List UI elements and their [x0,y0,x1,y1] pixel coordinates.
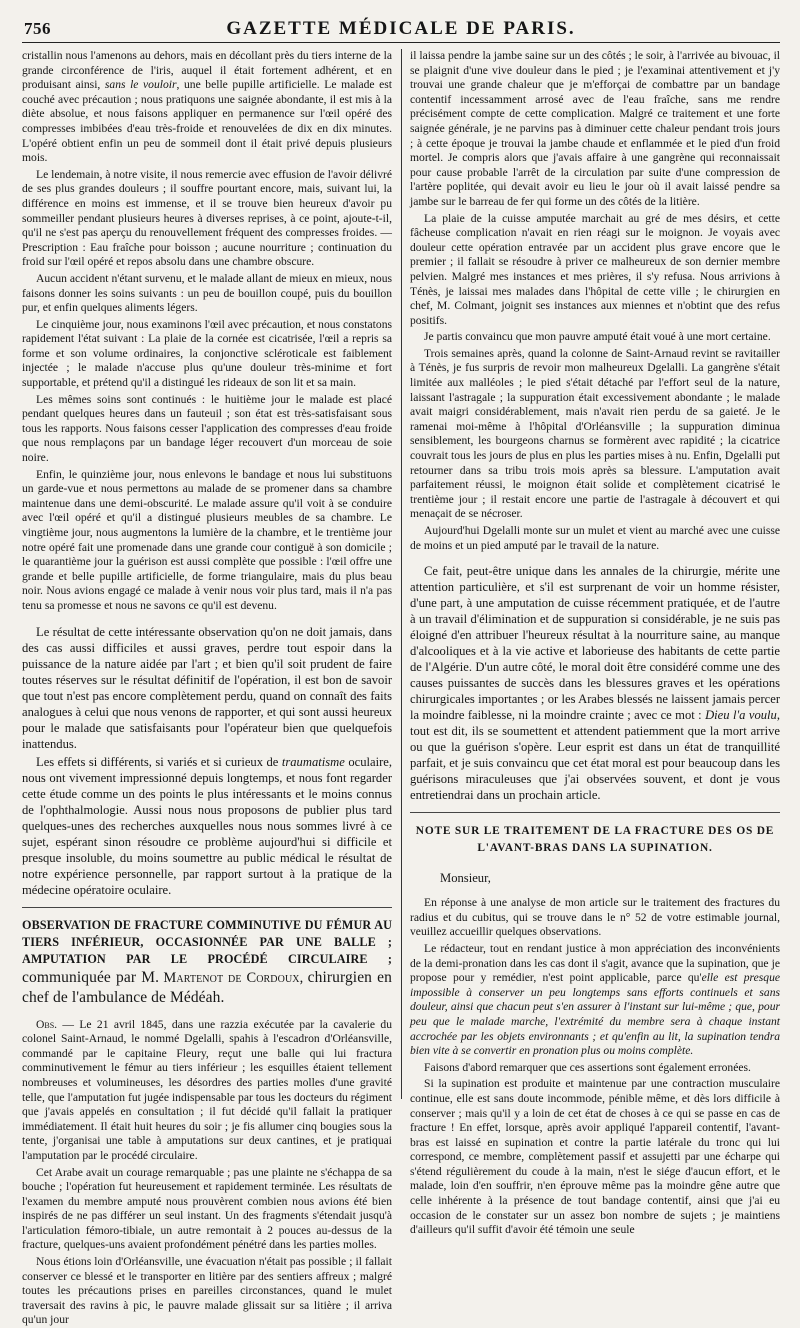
heading-caps: OBSERVATION DE FRACTURE COMMINUTIVE DU FÉMUR AU TIERS INFÉRIEUR, OCCASIONNÉE PAR UNE BALLE ; AMPUTATION PAR LE PROCÉDÉ CIRCULAIRE ; [22,917,393,966]
paragraph: Les mêmes soins sont continués : le huitième jour le malade est placé pendant quelques heures dans un fauteuil ; son état est très-satisfaisant sous tous les rapports. Nous faisons cesser l'application des compresses d'eau froide que nous remplaçons par un bandage léger recouvert d'un morceau de soie noire. [22,392,393,465]
two-column-body [22,49,781,1327]
salutation: Monsieur, [440,871,491,886]
emphasis: traumatisme [281,754,345,769]
paragraph: Si la supination est produite et maintenue par une contraction musculaire continue, elle est sans doute incommode, pénible même, et dès lors difficile à conserver ; mais qu'il y a loin de cet état de choses à ce qui se passe en cas de fracture ! En effet, lorsque, après avoir appliqué l'appareil contentif, l'avant-bras est laissé en supination et contre la partie latérale du tronc qui lui correspond, ce membre, complètement passif et assujetti par une écharpe qui s'étend régulièrement du coude à la main, n'est le siége d'aucun effort, et le malade, loin d'en souffrir, n'en éprouve même pas la moindre gêne autre que celle inhérente à la présence de tout bandage contentif, ainsi que j'ai eu occasion de le constater sur un assez bon nombre de sujets ; je maintiens d'ailleurs qu'il suffit d'avoir été témoin une seule [410,1077,781,1237]
paragraph: Cet Arabe avait un courage remarquable ; pas une plainte ne s'échappa de sa bouche ; l'opération fut heureusement et rapidement terminée. Les résultats de l'examen du membre amputé nous prouvèrent combien nous avions été bien inspirés de ne pas différer un seul instant. Un des fragments s'étendait jusqu'à l'articulation fémoro-tibiale, un autre remontait à 2 pouces au-dessus de la fracture, quelques-uns avaient profondément pénétré dans les parties molles. [22,1165,393,1252]
paragraph: Le résultat de cette intéressante observation qu'on ne doit jamais, dans des cas aussi difficiles et aussi graves, perdre tout espoir dans la puissance de la nature aidée par l'art ; et bien qu'il soit prudent de faire toutes réserves sur le résultat définitif de l'opération, il est bon de savoir que tout n'est pas encore complètement perdu, quand on connaît des faits analogues à celui que nous venons de rapporter, et qui sont aussi heureux pour le malade que satisfaisants pour l'opérateur bien que quelquefois inattendus. [22,624,393,751]
journal-title: GAZETTE MÉDICALE DE PARIS. [226,18,576,39]
note-title-line: L'AVANT-BRAS DANS LA SUPINATION. [477,842,713,855]
left-column [22,49,393,1327]
paragraph: Aucun accident n'étant survenu, et le malade allant de mieux en mieux, nous faisons donner les soins suivants : un peu de bouillon coupé, puis du bouillon pur, et enfin quelques aliments légers. [22,271,393,315]
emphasis: Dieu l'a voulu [705,708,777,723]
paragraph: il laissa pendre la jambe saine sur un des côtés ; le soir, à l'arrivée au bivouac, il se plaignit d'une vive douleur dans le pied ; je l'examinai attentivement et j'y trouvai une grande chaleur que je m'efforçai de combattre par un bandage contentif incessamment arrosé avec de l'eau fraîche, sans me rendre précisément compte de cette complication. Malgré ce traitement et une forte saignée générale, je ne parvins pas à diminuer cette chaleur pendant trois jours ; à cette époque je trouvai la jambe chaude et enflammée et le pied d'un froid mortel. Je compris alors que j'avais affaire à une gangrène qui reconnaissait pour cause probable l'arrêt de la circulation par suite d'une compression de l'artère poplitée, qui devait avoir eu lieu le jour où il avait laissé pendre sa jambe sur le barreau de fer qui forme un des côtés de la litière. [410,49,781,208]
heading-text: communiquée par M. [22,968,160,986]
section-divider [22,907,392,908]
observation-heading [22,917,392,1008]
paragraph [410,942,780,1059]
paragraph: La plaie de la cuisse amputée marchait au gré de mes désirs, et cette fâcheuse complication n'avait en rien réagi sur le moignon. Je voyais avec douleur cette opération entravée par un accident plus grave encore que le premier ; il fallait se résoudre à priver ce malheureux de son dernier membre pelvien. Malgré mes instances et mes prières, il s'y refusa. Nous arrivions à Ténès, je laissai mes malades dans l'hôpital de cette ville ; le chirurgien en chef, M. Colmant, joignit ses instances aux miennes et n'obtint que des refus positifs. [410,211,781,327]
paragraph: En réponse à une analyse de mon article sur le traitement des fractures du radius et du cubitus, qui se trouve dans le n° 52 de votre estimable journal, veuillez accueillir quelques observations. [410,896,781,939]
text-run: Le rédacteur, tout en rendant justice à mon appréciation des inconvénients de la demi-pronation dans les cas dont il s'agit, avance que la supination, que je propose pour y remédier, n'est point applicable, parce qu' [410,941,781,985]
running-head [22,16,780,43]
paragraph: Aujourd'hui Dgelalli monte sur un mulet et vient au marché avec une cuisse de moins et un pied amputé par le travail de la nature. [410,524,781,552]
paragraph: Faisons d'abord remarquer que ces assertions sont également erronées. [424,1060,751,1074]
paragraph [22,754,392,898]
obs-label: Obs. [36,1017,58,1031]
text-run: , une belle pupille artificielle. Le malade est couché avec précaution ; nous pratiquons une saignée abondante, il est mis à la diète absolue, et nous faisons appliquer en permanence sur l'œil opéré des compresses imbibées d'eau très-froide et renouvelées de dix en dix minutes. L'opéré obtient enfin un peu de sommeil dont il était privé depuis plusieurs mois. [22,78,393,165]
text-run: — Le 21 avril 1845, dans une razzia exécutée par la cavalerie du colonel Saint-Arnaud, le nommé Dgelalli, spahis à l'escadron d'Orléansville, commandé par le capitaine Fleury, reçut une balle qui lui fractura comminutivement le fémur au tiers inférieur ; les esquilles étaient tellement nombreuses et volumineuses, les désordres des parties molles d'une gravité telle, que l'amputation fut jugée indispensable par tous les docteurs du régiment que j'avais appelés en consultation ; il fut décidé qu'il fallait la pratiquer immédiatement. Il était huit heures du soir ; je fis allumer cinq bougies sous la tente, j'organisai une table à amputations sur deux cantines, et je pratiquai l'amputation par le procédé circulaire. [22,1017,393,1162]
paragraph: Je partis convaincu que mon pauvre amputé était voué à une mort certaine. [424,330,771,344]
paragraph: Nous étions loin d'Orléansville, une évacuation n'était pas possible ; il fallait conserver ce blessé et le transporter en litière par des sentiers affreux ; malgré toutes les précautions prises en pareilles circonstances, quand le mulet traversait des ravins à pic, le pauvre malade glissait sur sa litière ; il arriva qu'un jour [22,1255,393,1327]
emphasis: sans le vouloir [104,78,177,92]
column-rule [401,49,402,1099]
emphasis: elle est presque impossible à conserver un peu longtemps sans efforts continuels et sans douleur, ainsi que chacun peut s'en assurer à l'instant sur lui-même ; que, pour peu que le malade marche, l'extrémité du membre sera à chaque instant accrochée par les objets environnants ; et qu'enfin au lit, la supination tendra bien vite à se convertir en pronation plus ou moins complète. [410,971,781,1058]
paragraph [22,49,392,166]
paragraph: Le cinquième jour, nous examinons l'œil avec précaution, et nous constatons rapidement l'état suivant : La plaie de la cornée est cicatrisée, l'œil a repris sa forme et son volume ordinaires, la conjonctive scléroticale est faiblement injectée ; le malade n'accuse plus qu'une douleur très-minime et fort supportable, et prétend qu'il a distingué les rideaux de son lit et sa main. [22,317,393,390]
heading-text: chirurgien en chef de l'ambulance de Médéah. [22,968,392,1006]
text-run: oculaire, nous ont vivement impressionné depuis longtemps, et nous font regarder cette étude comme un des points le plus intéressants et le moins connus de l'ophthalmologie. Aussi nous nous proposons de publier plus tard quelques-unes des recherches auxquelles nous nous sommes livré à ce sujet, espérant sinon résoudre ce problème aujourd'hui si difficile et presque insoluble, du moins soumettre au public médical le résultat de notre expérience personnelle, par rapport surtout à la pratique de la médecine opératoire oculaire. [22,754,393,897]
paragraph: Trois semaines après, quand la colonne de Saint-Arnaud revint se ravitailler à Ténès, je fus surpris de revoir mon malheureux Dgelalli. La gangrène s'était limitée aux malléoles ; le pied s'était détaché par l'effort seul de la nature, laissant l'astragale ; la suppuration était excessivement abondante ; le malade avait maigri considérablement, mais n'avait rien perdu de sa gaieté. Je le ramenai moi-même à l'hôpital d'Orléansville ; la suppuration diminua sensiblement, les bourgeons charnus se formèrent avec rapidité ; la cicatrice couvrait tous les jours de plus en plus les parties mises à nu. Enfin, Dgelalli put retourner dans sa tribu trois mois après sa blessure. L'amputation avait parfaitement réussi, le moignon était solide et complètement cicatrisé le trentième jour ; il restait encore une partie de l'astragale à découvert et qui menaçait de se nécroser. [410,346,781,521]
section-divider [410,812,780,813]
author-name: Martenot de Cordoux, [163,969,304,986]
text-run: cristallin nous l'amenons au dehors, mais en décollant près du tiers interne de la grande circonférence de l'iris, auquel il était fortement adhérent, et en produisant ainsi, [22,49,393,92]
note-title-line: NOTE SUR LE TRAITEMENT DE LA FRACTURE DES OS DE [415,825,775,838]
note-title [410,823,780,857]
paragraph: Le lendemain, à notre visite, il nous remercie avec effusion de l'avoir délivré de ses plus grandes douleurs ; il souffre pourtant encore, mais, suivant lui, la différence en moins est immense, et il se trouve bien heureux d'avoir pu sommeiller pendant plusieurs heures à diverses reprises, à ce point, ajoute-t-il, qu'il ne s'est pas aperçu du renouvellement fréquent des compresses froides. — Prescription : Eau fraîche pour boisson ; aucune nourriture ; continuation du froid sur l'œil opéré et repos absolu dans une chambre obscure. [22,167,393,269]
text-run: Ce fait, peut-être unique dans les annales de la chirurgie, mérite une attention particulière, et s'il est surprenant de voir un homme résister, d'une part, à une amputation de cuisse récemment pratiquée, et de l'autre à un travail d'élimination et de suppuration si considérable, je ne suis pas éloigné d'en attribuer l'heureux résultat à la nourriture saine, au manque d'alcooliques et à la vie active et laborieuse des habitants de cette partie de l'Algérie. D'un autre côté, le moral doit être considéré comme une des causes puissantes de succès dans les blessures graves et les opérations chirurgicales importantes ; or les Arabes blessés ne laissent jamais percer la moindre faiblesse, ni la moindre crainte ; avec ce mot : [410,564,781,723]
paragraph [410,563,780,803]
right-column [410,49,781,1237]
page-number: 756 [24,19,51,38]
paragraph [22,1018,392,1164]
text-run: Les effets si différents, si variés et si curieux de [36,754,279,769]
paragraph: Enfin, le quinzième jour, nous enlevons le bandage et nous lui substituons un garde-vue et nous permettons au malade de se promener dans sa chambre maintenue dans une demi-obscurité. Le malade assure qu'il voit à se conduire avec l'œil opéré et qu'il a distingué plusieurs meubles de sa chambre. Le vingtième jour, nous augmentons la lumière de la chambre, et le trentième jour notre opéré fait une promenade dans une grande cour contiguë à son domicile ; le quarantième jour la guérison est aussi complète que possible : l'œil offre une grande et belle pupille artificielle, de forme triangulaire, mais du plus beau noir. Nous avions engagé ce malade à venir nous voir plus tard, mais il n'a pas tenu sa promesse et nous ne savons ce qu'il est devenu. [22,467,393,612]
text-run: , tout est dit, ils se soumettent et attendent patiemment que la mort arrive ou que la guérison s'opère. Leur esprit est dans un état de tranquillité parfait, et je suis convaincu que cet état moral est pour beaucoup dans les guérisons miraculeuses que j'ai observées souvent, et dont je vous entretiendrai dans un prochain article. [410,708,781,803]
